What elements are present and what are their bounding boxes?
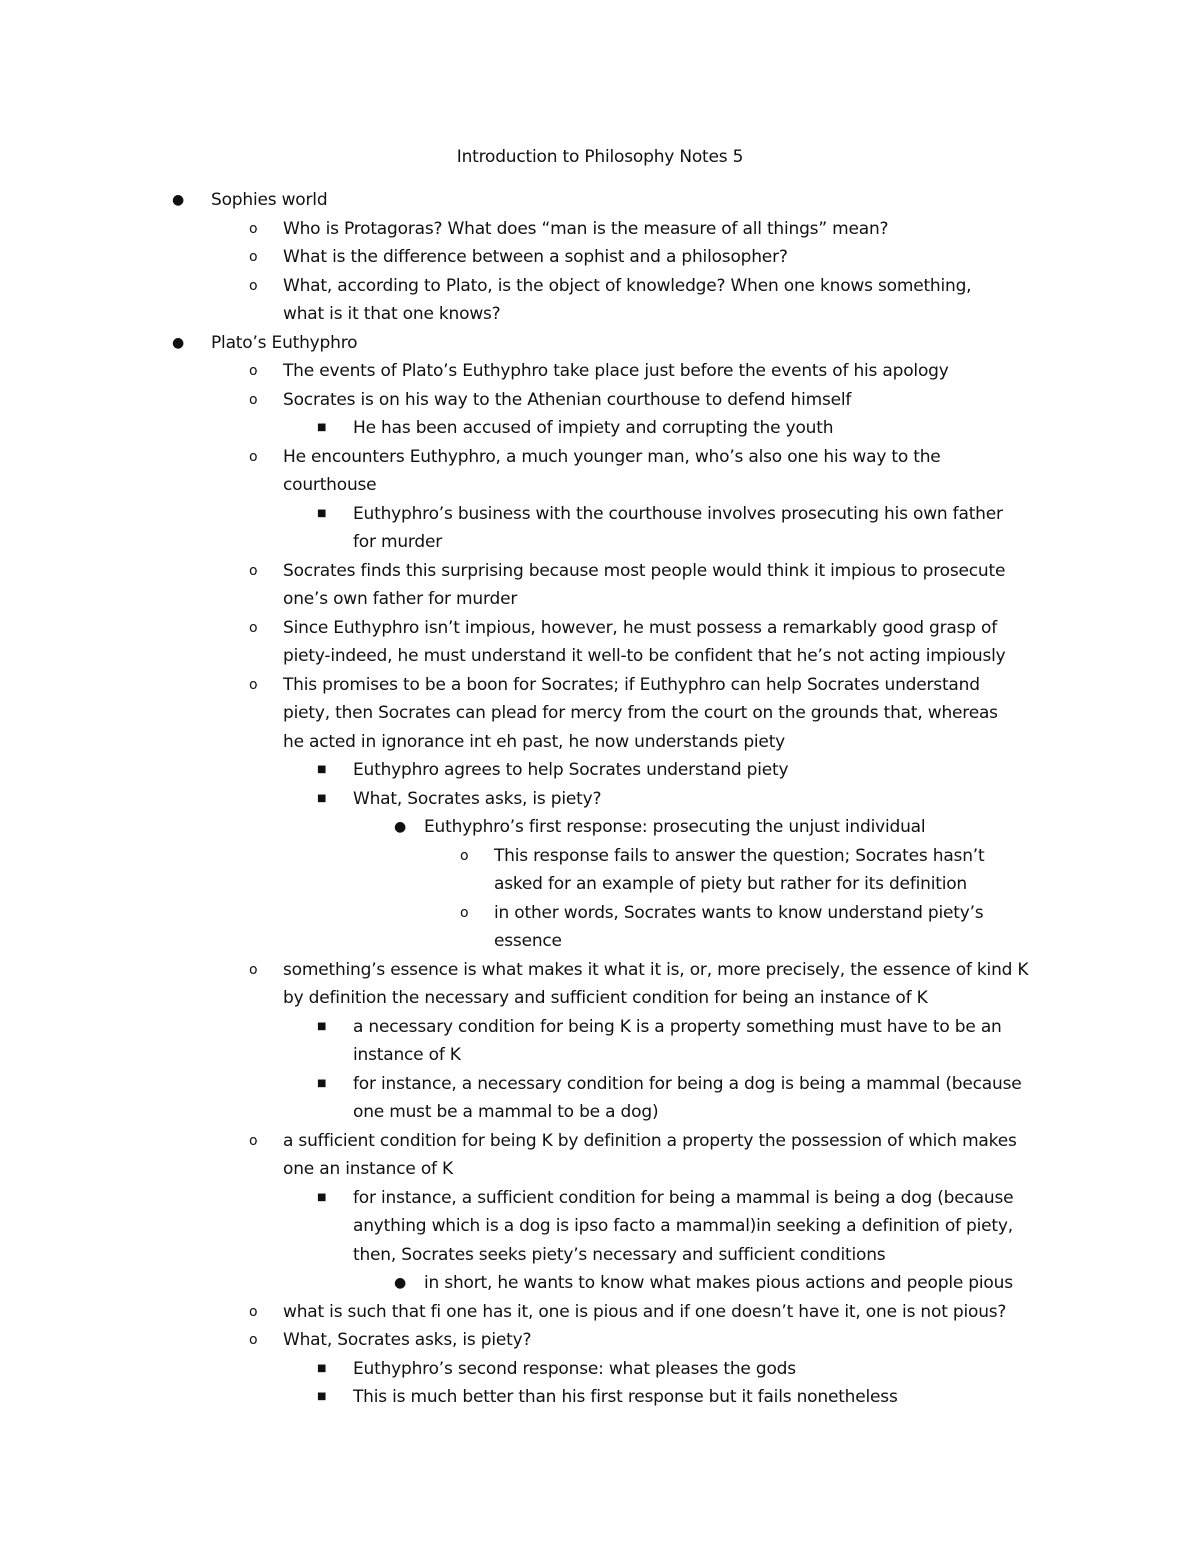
outline-item [0, 1013, 1200, 1070]
outline-item-text [353, 1184, 1073, 1270]
outline-line: essence [494, 931, 562, 951]
outline-line: Who is Protagoras? What does “man is the measure of all things” mean? [283, 218, 889, 239]
outline-item-text [211, 186, 1071, 215]
outline-line: by definition the necessary and sufficient condition for being an instance of K [283, 988, 928, 1008]
outline-line: He has been accused of impiety and corrupting the youth [353, 418, 834, 438]
circle-bullet-icon: o [249, 249, 258, 265]
outline-item-text [283, 956, 1073, 1013]
square-bullet-icon: ■ [317, 764, 327, 775]
outline-item-text [283, 557, 1073, 614]
outline-line: for instance, a necessary condition for being a dog is being a mammal (because [353, 1073, 1022, 1094]
outline-item-text [283, 671, 1073, 757]
outline-line: Since Euthyphro isn’t impious, however, he must possess a remarkably good grasp of [283, 617, 998, 638]
outline-line: Socrates is on his way to the Athenian courthouse to defend himself [283, 389, 852, 410]
outline-line: a necessary condition for being K is a property something must have to be an [353, 1016, 1002, 1037]
outline-line: The events of Plato’s Euthyphro take place just before the events of his apology [283, 361, 949, 381]
outline-line: What, Socrates asks, is piety? [353, 788, 602, 809]
outline-line: one an instance of K [283, 1159, 453, 1179]
outline-line: This is much better than his first response but it fails nonetheless [353, 1387, 898, 1407]
outline-item [0, 614, 1200, 671]
outline-line: piety, then Socrates can plead for mercy from the court on the grounds that, whereas [283, 703, 998, 723]
outline-item [0, 215, 1200, 244]
outline-item [0, 785, 1200, 814]
outline-line: for instance, a sufficient condition for being a mammal is being a dog (because [353, 1187, 1014, 1208]
outline-item [0, 813, 1200, 842]
outline-line: Plato’s Euthyphro [211, 332, 358, 353]
outline-item-text [494, 842, 1074, 899]
square-bullet-icon: ■ [317, 422, 327, 433]
outline-line: What is the difference between a sophist and a philosopher? [283, 247, 788, 267]
square-bullet-icon: ■ [317, 507, 327, 519]
outline-line: instance of K [353, 1045, 461, 1065]
outline-item-text [211, 329, 1071, 358]
outline-line: Euthyphro agrees to help Socrates understand piety [353, 760, 789, 780]
outline-item [0, 1127, 1200, 1184]
outline-item-text [353, 414, 1073, 443]
circle-bullet-icon: o [249, 363, 258, 379]
outline-item-text [353, 1383, 1073, 1412]
circle-bullet-icon: o [249, 961, 258, 978]
outline-item [0, 1383, 1200, 1412]
outline-item-text [424, 813, 1074, 842]
outline-line: Socrates finds this surprising because most people would think it impious to prosecute [283, 560, 1006, 581]
outline-item [0, 1326, 1200, 1355]
outline-item-text [283, 357, 1073, 386]
outline-item [0, 357, 1200, 386]
outline-item [0, 414, 1200, 443]
circle-bullet-icon: o [249, 676, 258, 693]
document-title: Introduction to Philosophy Notes 5 [456, 147, 744, 167]
outline-item [0, 1070, 1200, 1127]
outline-item [0, 557, 1200, 614]
outline-item [0, 1184, 1200, 1270]
outline-line: one’s own father for murder [283, 589, 518, 609]
circle-bullet-icon: o [249, 562, 258, 579]
outline-item [0, 1355, 1200, 1384]
outline-line: What, according to Plato, is the object of knowledge? When one knows something, [283, 275, 972, 296]
outline-item-text [283, 1127, 1073, 1184]
outline-line: for murder [353, 532, 443, 552]
outline-line: What, Socrates asks, is piety? [283, 1330, 532, 1350]
outline-item-text [283, 272, 1073, 329]
outline-line: He encounters Euthyphro, a much younger man, who’s also one his way to the [283, 446, 941, 467]
outline-item [0, 671, 1200, 757]
outline-line: then, Socrates seeks piety’s necessary and sufficient conditions [353, 1244, 886, 1265]
outline-item [0, 243, 1200, 272]
outline-item-text [424, 1269, 1074, 1298]
square-bullet-icon: ■ [317, 1077, 327, 1089]
outline-line: Sophies world [211, 190, 328, 210]
outline-line: Euthyphro’s business with the courthouse involves prosecuting his own father [353, 503, 1003, 524]
outline-item-text [353, 1013, 1073, 1070]
outline-line: Euthyphro’s first response: prosecuting the unjust individual [424, 817, 926, 837]
outline-item [0, 842, 1200, 899]
bullet-icon: ● [394, 819, 407, 835]
square-bullet-icon: ■ [317, 792, 327, 804]
outline-line: This response fails to answer the question; Socrates hasn’t [494, 845, 985, 866]
outline-item-text [353, 785, 1073, 814]
circle-bullet-icon: o [249, 220, 258, 237]
outline-item [0, 386, 1200, 415]
outline-item-text [494, 899, 1074, 956]
outline-line: courthouse [283, 475, 377, 495]
outline-item [0, 1298, 1200, 1327]
outline-item [0, 756, 1200, 785]
circle-bullet-icon: o [460, 847, 469, 864]
square-bullet-icon: ■ [317, 1020, 327, 1032]
circle-bullet-icon: o [460, 904, 469, 921]
outline-item [0, 1269, 1200, 1298]
outline-item-text [283, 1326, 1073, 1355]
outline-line: what is it that one knows? [283, 304, 501, 324]
outline-line: what is such that fi one has it, one is pious and if one doesn’t have it, one is not pious? [283, 1301, 1007, 1322]
outline-line: in short, he wants to know what makes pious actions and people pious [424, 1273, 1013, 1293]
outline-line: in other words, Socrates wants to know understand piety’s [494, 902, 984, 923]
outline-item-text [283, 1298, 1073, 1327]
circle-bullet-icon: o [249, 1132, 258, 1149]
outline-line: asked for an example of piety but rather for its definition [494, 874, 967, 894]
outline-line: This promises to be a boon for Socrates; if Euthyphro can help Socrates understand [283, 674, 980, 695]
outline-item-text [353, 500, 1073, 557]
outline-item [0, 956, 1200, 1013]
outline-item-text [283, 215, 1073, 244]
outline-item [0, 899, 1200, 956]
outline-item [0, 443, 1200, 500]
outline-item [0, 272, 1200, 329]
outline-line: piety-indeed, he must understand it well-to be confident that he’s not acting impiously [283, 646, 1006, 666]
outline-item-text [283, 386, 1073, 415]
bullet-icon: ● [172, 334, 185, 351]
bullet-icon: ● [172, 192, 185, 208]
circle-bullet-icon: o [249, 619, 258, 636]
square-bullet-icon: ■ [317, 1191, 327, 1203]
outline-item-text [353, 1070, 1073, 1127]
circle-bullet-icon: o [249, 1332, 258, 1348]
outline-item-text [283, 443, 1073, 500]
outline-line: a sufficient condition for being K by definition a property the possession of which makes [283, 1130, 1017, 1151]
square-bullet-icon: ■ [317, 1362, 327, 1374]
outline-item-text [283, 614, 1073, 671]
outline-item [0, 329, 1200, 358]
outline-item-text [283, 243, 1073, 272]
circle-bullet-icon: o [249, 277, 258, 294]
circle-bullet-icon: o [249, 1303, 258, 1320]
outline-item [0, 500, 1200, 557]
notes-outline [0, 186, 1200, 1412]
outline-line: Euthyphro’s second response: what pleases the gods [353, 1358, 796, 1379]
outline-item-text [353, 756, 1073, 785]
outline-item [0, 186, 1200, 215]
outline-line: anything which is a dog is ipso facto a mammal)in seeking a definition of piety, [353, 1216, 1013, 1236]
circle-bullet-icon: o [249, 448, 258, 465]
outline-item-text [353, 1355, 1073, 1384]
circle-bullet-icon: o [249, 391, 258, 408]
square-bullet-icon: ■ [317, 1391, 327, 1402]
outline-line: he acted in ignorance int eh past, he now understands piety [283, 731, 786, 752]
outline-line: something’s essence is what makes it what it is, or, more precisely, the essence of kind K [283, 959, 1029, 980]
outline-line: one must be a mammal to be a dog) [353, 1102, 659, 1122]
bullet-icon: ● [394, 1275, 407, 1291]
